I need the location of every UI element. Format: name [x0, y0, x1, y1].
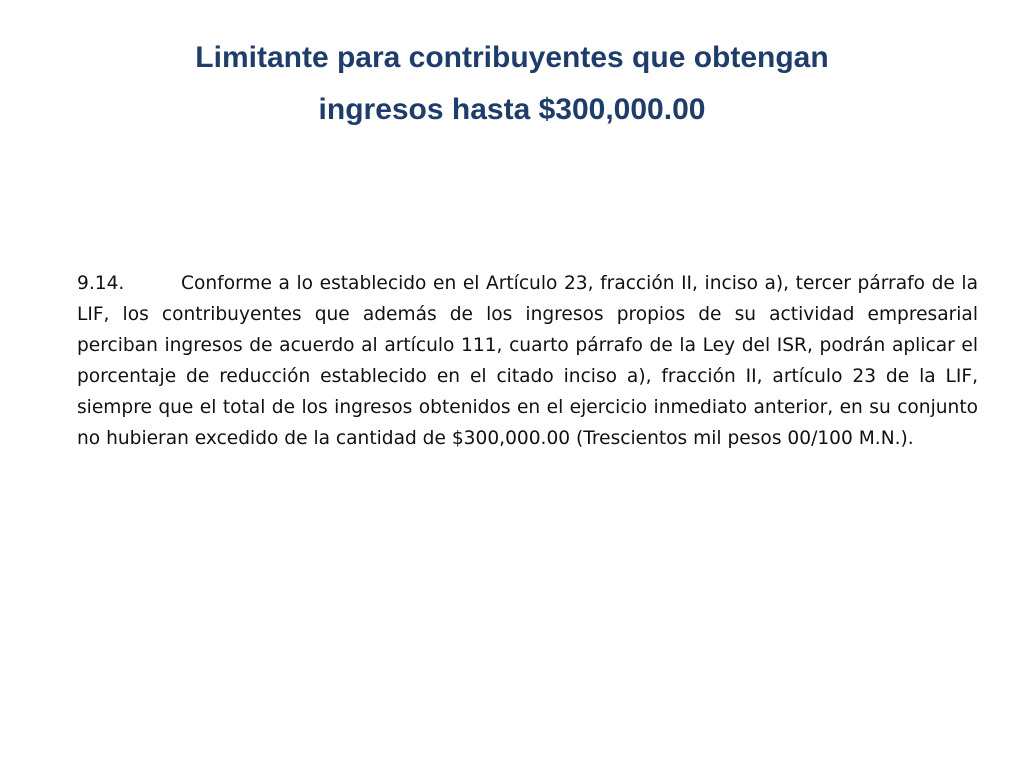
paragraph-text: Conforme a lo establecido en el Artículo 23, fracción II, inciso a), tercer párrafo de la LIF, los contribuyentes que además de los ingresos propios de su actividad empresarial perciban ingresos de acuerdo al artículo 111, cuarto párrafo de la Ley del ISR, podrán aplicar el porcentaje de reducción establecido en el citado inciso a), fracción II, artículo 23 de la LIF, siempre que el total de los ingresos obtenidos en el ejercicio inmediato anterior, en su conjunto no hubieran excedido de la cantidad de $300,000.00 (Trescientos mil pesos 00/100 M.N.).: [77, 273, 978, 449]
title-line-1: Limitante para contribuyentes que obtengan: [195, 41, 829, 74]
slide-title: [80, 32, 944, 136]
title-line-2: ingresos hasta $300,000.00: [318, 93, 706, 126]
body-paragraph: [77, 268, 978, 454]
paragraph-number: 9.14.: [77, 273, 125, 294]
